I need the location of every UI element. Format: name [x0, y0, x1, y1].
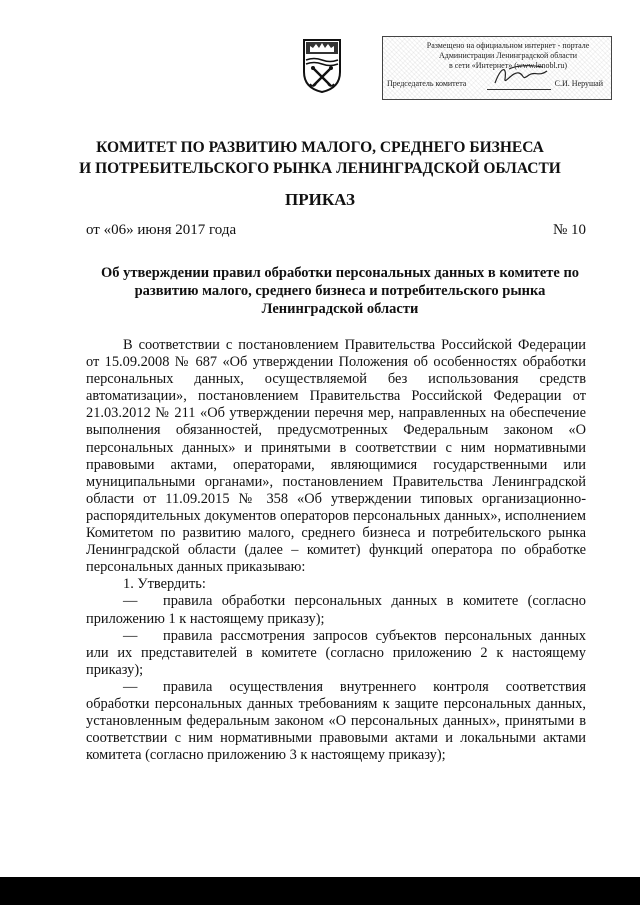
date-number-row — [86, 222, 586, 239]
subject-line: Ленинградской области — [261, 301, 419, 317]
subject-line: Об утверждении правил обработки персональных данных в комитете по — [100, 265, 580, 281]
list-item — [86, 679, 586, 764]
org-title-line: И ПОТРЕБИТЕЛЬСКОГО РЫНКА ЛЕНИНГРАДСКОЙ ОБЛАСТИ — [79, 160, 561, 177]
coat-of-arms-icon — [302, 38, 342, 94]
document-type: ПРИКАЗ — [285, 190, 355, 209]
handwritten-signature — [491, 61, 551, 89]
publication-stamp — [382, 36, 612, 100]
stamp-line: в сети «Интернет» (www.lenobl.ru) — [449, 61, 567, 70]
scan-edge-bar — [0, 877, 640, 905]
document-number: № 10 — [552, 222, 586, 238]
point-heading: 1. Утвердить: — [123, 576, 206, 593]
signer-name: С.И. Нерушай — [554, 79, 603, 88]
stamp-line: Размещено на официальном интернет - портале — [426, 41, 590, 50]
document-date: от «06» июня 2017 года — [86, 222, 237, 238]
dash-marker: — — [123, 627, 138, 644]
dash-marker: — — [123, 593, 138, 610]
list-item-text: правила обработки персональных данных в комитете (согласно приложению 1 к настоящему приказу); — [86, 593, 586, 627]
signature-line — [487, 89, 551, 90]
list-item — [86, 593, 586, 627]
org-title-line: КОМИТЕТ ПО РАЗВИТИЮ МАЛОГО, СРЕДНЕГО БИЗНЕСА — [96, 139, 544, 156]
subject-line: развитию малого, среднего бизнеса и потребительского рынка — [134, 283, 546, 299]
document-subject — [80, 264, 600, 318]
signer-position: Председатель комитета — [387, 79, 467, 88]
preamble-paragraph: В соответствии с постановлением Правительства Российской Федерации от 15.09.2008 № 687 «Об утверждении Положения об особенностях обработки персональных данных, осуществляемой без использования средств автоматизации», постановлением Правительства Российской Федерации от 21.03.2012 № 211 «Об утверждении перечня мер, направленных на обеспечение выполнения обязанностей, предусмотренных Федеральным законом «О персональных данных» и принятыми в соответствии с ним нормативными правовыми актами, операторами, являющимися государственными или муниципальными органами», постановлением Правительства Ленинградской области от 11.09.2015 № 358 «Об утверждении типовых организационно-распорядительных документов операторов персональных данных», исполнением Комитетом по развитию малого, среднего бизнеса и потребительского рынка Ленинградской области (далее – комитет) функций оператора по обработке персональных данных приказываю: — [86, 337, 586, 576]
stamp-line: Администрации Ленинградской области — [438, 51, 577, 60]
dash-marker: — — [123, 678, 138, 695]
document-body — [86, 337, 586, 764]
list-item-text: правила осуществления внутреннего контроля соответствия обработки персональных данных требованиям к защите персональных данных, установленным федеральным законом «О персональных данных», принятыми в соответствии с ним нормативными правовыми актами и локальными актами комитета (согласно приложению 3 к настоящему приказу); — [86, 678, 586, 764]
organization-title — [60, 137, 580, 179]
list-item — [86, 628, 586, 679]
list-item-text: правила рассмотрения запросов субъектов персональных данных или их представителей в комитете (согласно приложению 2 к настоящему приказу); — [86, 627, 586, 678]
